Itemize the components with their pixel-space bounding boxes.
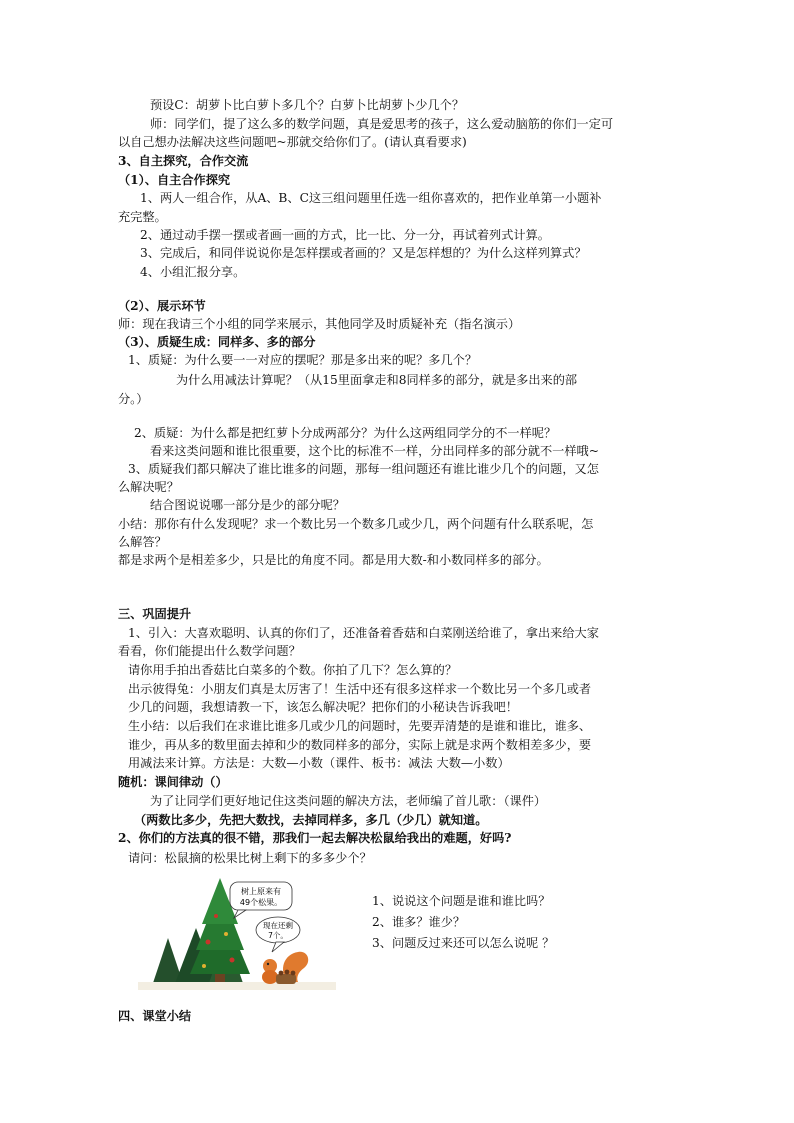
text-line: 少几的问题，我想请教一下，该怎么解决呢？把你们的小秘诀告诉我吧！ [128, 700, 518, 714]
text-line: 为了让同学们更好地记住这类问题的解决方法，老师编了首儿歌：（课件） [150, 794, 547, 808]
text-line: 师：现在我请三个小组的同学来展示，其他同学及时质疑补充（指名演示） [118, 317, 521, 331]
subsection-heading: 随机：课间律动（） [118, 775, 228, 789]
text-line: 请你用手拍出香菇比白菜多的个数。你拍了几下？怎么算的？ [128, 663, 458, 677]
text-line: 预设C：胡萝卜比白萝卜多几个？白萝卜比胡萝卜少几个？ [150, 98, 465, 112]
text-line: 充完整。 [118, 210, 167, 224]
rhyme-line: （两数比多少，先把大数找，去掉同样多，多几（少几）就知道。 [134, 813, 488, 827]
question-line: 1、说说这个问题是谁和谁比吗？ [372, 894, 551, 908]
squirrel-icon [262, 952, 308, 984]
text-line: 请问：松鼠摘的松果比树上剩下的多多少个？ [128, 851, 372, 865]
text-line: 4、小组汇报分享。 [140, 265, 246, 279]
text-line: 看看，你们能提出什么数学问题？ [118, 644, 301, 658]
text-line: 以自己想办法解决这些问题吧~那就交给你们了。(请认真看要求) [118, 135, 467, 149]
bubble-text: 现在还剩 [263, 921, 293, 930]
question-line: 2、谁多？谁少？ [372, 915, 466, 929]
text-line: 谁少，再从多的数里面去掉和少的数同样多的部分，实际上就是求两个数相差多少，要 [128, 738, 592, 752]
bubble-text: 49个松果。 [239, 898, 283, 907]
bubble-text: 树上原来有 [241, 887, 281, 896]
bubble-text: 7个。 [268, 931, 288, 940]
text-line: 3、质疑我们都只解决了谁比谁多的问题，那每一组问题还有谁比谁少几个的问题，又怎 [128, 462, 599, 476]
text-line: 看来这类问题和谁比很重要，这个比的标准不一样，分出同样多的部分就不一样哦~ [150, 444, 599, 458]
text-line: 2、质疑：为什么都是把红萝卜分成两部分？为什么这两组同学分的不一样呢？ [134, 426, 557, 440]
speech-bubble-top [230, 882, 292, 918]
text-line: 么解答？ [118, 535, 167, 549]
subsection-heading: （2）、展示环节 [118, 299, 206, 313]
text-line: 都是求两个是相差多少，只是比的角度不同。都是用大数-和小数同样多的部分。 [118, 553, 549, 567]
text-line: 小结：那你有什么发现呢？求一个数比另一个数多几或少几，两个问题有什么联系呢，怎 [118, 517, 594, 531]
subsection-heading: （1）、自主合作探究 [118, 173, 231, 187]
speech-bubble-bottom [256, 917, 300, 952]
section-heading: 2、你们的方法真的很不错，那我们一起去解决松鼠给我出的难题，好吗? [118, 831, 512, 845]
text-line: 2、通过动手摆一摆或者画一画的方式，比一比、分一分，再试着列式计算。 [140, 228, 550, 242]
subsection-heading: （3）、质疑生成：同样多、多的部分 [118, 335, 316, 349]
text-line: 3、完成后，和同伴说说你是怎样摆或者画的？又是怎样想的？为什么这样列算式？ [140, 246, 587, 260]
text-line: 1、引入：大喜欢聪明、认真的你们了，还准备着香菇和白菜刚送给谁了，拿出来给大家 [128, 626, 599, 640]
text-line: 用减法来计算。方法是：大数—小数（课件、板书：减法 大数—小数） [128, 756, 510, 770]
section-heading: 三、巩固提升 [118, 607, 192, 621]
text-line: 师：同学们，提了这么多的数学问题，真是爱思考的孩子，这么爱动脑筋的你们一定可 [150, 117, 614, 131]
section-heading: 四、课堂小结 [118, 1009, 192, 1023]
section-heading: 3、自主探究，合作交流 [118, 154, 249, 168]
text-line: 出示彼得兔：小朋友们真是太厉害了！生活中还有很多这样求一个数比另一个多几或者 [128, 682, 592, 696]
squirrel-tree-illustration [138, 878, 336, 990]
text-line: 为什么用减法计算呢？（从15里面拿走和8同样多的部分，就是多出来的部 [176, 373, 578, 387]
text-line: 分。） [118, 392, 149, 406]
question-line: 3、问题反过来还可以怎么说呢 ？ [372, 936, 555, 950]
text-line: 结合图说说哪一部分是少的部分呢？ [150, 498, 345, 512]
text-line: 1、两人一组合作，从A、B、C这三组问题里任选一组你喜欢的，把作业单第一小题补 [140, 191, 602, 205]
text-line: 么解决呢？ [118, 480, 179, 494]
text-line: 1、质疑：为什么要一一对应的摆呢？那是多出来的呢？多几个？ [128, 353, 478, 367]
text-line: 生小结：以后我们在求谁比谁多几或少几的问题时，先要弄清楚的是谁和谁比，谁多、 [128, 719, 592, 733]
